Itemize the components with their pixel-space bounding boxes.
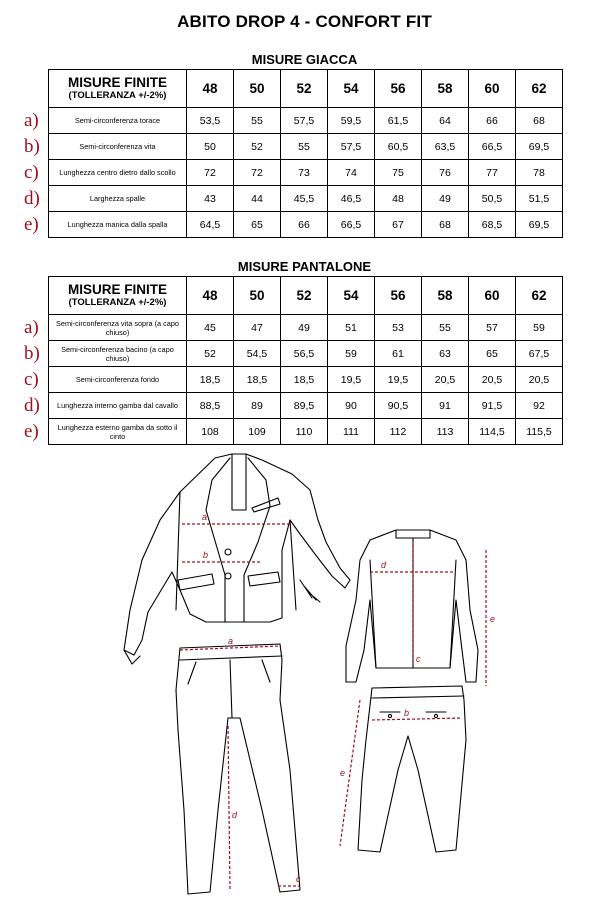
measure-value: 115,5 xyxy=(516,419,563,445)
measure-value: 111 xyxy=(328,419,375,445)
measure-value: 61,5 xyxy=(375,108,422,134)
size-header: 62 xyxy=(516,70,563,108)
measurement-guides xyxy=(180,524,486,890)
measure-value: 48 xyxy=(375,186,422,212)
measure-value: 49 xyxy=(422,186,469,212)
row-letter: a) xyxy=(24,317,39,338)
measure-value: 20,5 xyxy=(516,367,563,393)
trousers-back-drawing xyxy=(358,686,466,852)
measure-value: 65 xyxy=(234,212,281,238)
header-cell xyxy=(49,70,187,108)
label-e: e xyxy=(340,768,346,778)
measure-value: 78 xyxy=(516,160,563,186)
label-e: e xyxy=(490,614,496,624)
size-header: 58 xyxy=(422,70,469,108)
measure-value: 91,5 xyxy=(469,393,516,419)
measure-value: 59 xyxy=(516,315,563,341)
measure-value: 52 xyxy=(234,134,281,160)
size-header: 48 xyxy=(187,70,234,108)
jacket-back-drawing xyxy=(346,530,478,682)
measure-value: 18,5 xyxy=(234,367,281,393)
measure-value: 69,5 xyxy=(516,212,563,238)
header-tolerance: (TOLLERANZA +/-2%) xyxy=(68,297,167,308)
measure-value: 64,5 xyxy=(187,212,234,238)
table-row xyxy=(49,367,563,393)
measure-value: 63 xyxy=(422,341,469,367)
measure-value: 90,5 xyxy=(375,393,422,419)
size-header: 60 xyxy=(469,277,516,315)
label-b: b xyxy=(404,708,410,718)
row-letter: c) xyxy=(24,162,39,183)
measure-value: 88,5 xyxy=(187,393,234,419)
trousers-section-title: MISURE PANTALONE xyxy=(237,259,372,274)
measure-value: 68,5 xyxy=(469,212,516,238)
size-header: 50 xyxy=(234,277,281,315)
table-row xyxy=(49,393,563,419)
size-header: 54 xyxy=(328,70,375,108)
measure-value: 57,5 xyxy=(328,134,375,160)
size-header: 56 xyxy=(375,70,422,108)
measure-value: 55 xyxy=(422,315,469,341)
table-row xyxy=(49,419,563,445)
size-header: 62 xyxy=(516,277,563,315)
measure-value: 67 xyxy=(375,212,422,238)
table-row xyxy=(49,341,563,367)
measure-value: 114,5 xyxy=(469,419,516,445)
measure-value: 49 xyxy=(281,315,328,341)
measure-value: 45 xyxy=(187,315,234,341)
measure-value: 50 xyxy=(187,134,234,160)
measure-label: Lunghezza manica dalla spalla xyxy=(49,212,187,238)
trousers-size-table xyxy=(48,276,563,445)
jacket-front-drawing xyxy=(124,454,350,664)
label-d: d xyxy=(381,560,387,570)
measure-value: 51,5 xyxy=(516,186,563,212)
measure-label: Lunghezza interno gamba dal cavallo xyxy=(49,393,187,419)
measure-value: 77 xyxy=(469,160,516,186)
measure-value: 50,5 xyxy=(469,186,516,212)
measure-value: 68 xyxy=(422,212,469,238)
measure-value: 45,5 xyxy=(281,186,328,212)
measure-value: 19,5 xyxy=(328,367,375,393)
row-letter: b) xyxy=(24,343,40,364)
measure-value: 69,5 xyxy=(516,134,563,160)
label-c: c xyxy=(416,654,421,664)
row-letter: a) xyxy=(24,110,39,131)
measure-label: Lunghezza centro dietro dallo scollo xyxy=(49,160,187,186)
measure-value: 53,5 xyxy=(187,108,234,134)
measure-value: 46,5 xyxy=(328,186,375,212)
table-row xyxy=(49,160,563,186)
measure-value: 91 xyxy=(422,393,469,419)
measure-value: 54,5 xyxy=(234,341,281,367)
measure-value: 20,5 xyxy=(422,367,469,393)
label-b: b xyxy=(203,550,209,560)
label-d: d xyxy=(232,810,238,820)
measure-value: 59,5 xyxy=(328,108,375,134)
measure-value: 76 xyxy=(422,160,469,186)
measure-value: 61 xyxy=(375,341,422,367)
measure-value: 72 xyxy=(234,160,281,186)
trousers-front-drawing xyxy=(176,644,300,894)
measure-value: 66 xyxy=(469,108,516,134)
table-row xyxy=(49,108,563,134)
row-letter: b) xyxy=(24,136,40,157)
measure-label: Lunghezza esterno gamba da sotto il cinto xyxy=(49,419,187,445)
measure-value: 55 xyxy=(234,108,281,134)
jacket-section-title: MISURE GIACCA xyxy=(251,52,358,67)
size-header: 50 xyxy=(234,70,281,108)
header-tolerance: (TOLLERANZA +/-2%) xyxy=(68,90,167,101)
table-row xyxy=(49,186,563,212)
measure-label: Semi-circonferenza torace xyxy=(49,108,187,134)
table-header-row xyxy=(49,70,563,108)
label-c: c xyxy=(296,874,301,884)
measure-value: 65 xyxy=(469,341,516,367)
measure-value: 52 xyxy=(187,341,234,367)
measure-value: 73 xyxy=(281,160,328,186)
measure-value: 108 xyxy=(187,419,234,445)
measure-label: Semi-circonferenza vita xyxy=(49,134,187,160)
measure-value: 59 xyxy=(328,341,375,367)
suit-measurement-illustration xyxy=(0,450,609,905)
size-header: 58 xyxy=(422,277,469,315)
measure-value: 74 xyxy=(328,160,375,186)
measure-letters xyxy=(202,512,495,884)
measure-value: 68 xyxy=(516,108,563,134)
measure-label: Larghezza spalle xyxy=(49,186,187,212)
measure-value: 63,5 xyxy=(422,134,469,160)
measure-value: 44 xyxy=(234,186,281,212)
table-row xyxy=(49,315,563,341)
label-a: a xyxy=(202,512,208,522)
table-row xyxy=(49,134,563,160)
measure-value: 110 xyxy=(281,419,328,445)
measure-value: 75 xyxy=(375,160,422,186)
measure-value: 18,5 xyxy=(281,367,328,393)
jacket-size-table xyxy=(48,69,563,238)
measure-value: 20,5 xyxy=(469,367,516,393)
measure-value: 57,5 xyxy=(281,108,328,134)
measure-value: 92 xyxy=(516,393,563,419)
measure-value: 90 xyxy=(328,393,375,419)
row-letter: d) xyxy=(24,188,40,209)
row-letter: e) xyxy=(24,214,39,235)
measure-label: Semi-circonferenza fondo xyxy=(49,367,187,393)
measure-value: 57 xyxy=(469,315,516,341)
measure-value: 67,5 xyxy=(516,341,563,367)
header-cell xyxy=(49,277,187,315)
size-header: 56 xyxy=(375,277,422,315)
row-letter: c) xyxy=(24,369,39,390)
table-row xyxy=(49,212,563,238)
measure-value: 89,5 xyxy=(281,393,328,419)
measure-value: 51 xyxy=(328,315,375,341)
row-letter: d) xyxy=(24,395,40,416)
measure-value: 43 xyxy=(187,186,234,212)
measure-value: 72 xyxy=(187,160,234,186)
measure-label: Semi-circonferenza bacino (a capo chiuso) xyxy=(49,341,187,367)
label-a: a xyxy=(228,636,234,646)
measure-value: 66,5 xyxy=(328,212,375,238)
measure-value: 66 xyxy=(281,212,328,238)
table-header-row xyxy=(49,277,563,315)
measure-value: 64 xyxy=(422,108,469,134)
measure-value: 56,5 xyxy=(281,341,328,367)
page-title: ABITO DROP 4 - CONFORT FIT xyxy=(177,12,432,31)
size-header: 48 xyxy=(187,277,234,315)
measure-value: 112 xyxy=(375,419,422,445)
header-title: MISURE FINITE xyxy=(67,75,167,90)
size-header: 52 xyxy=(281,70,328,108)
measure-value: 53 xyxy=(375,315,422,341)
row-letter: e) xyxy=(24,421,39,442)
size-header: 54 xyxy=(328,277,375,315)
size-header: 52 xyxy=(281,277,328,315)
measure-value: 113 xyxy=(422,419,469,445)
measure-value: 47 xyxy=(234,315,281,341)
size-header: 60 xyxy=(469,70,516,108)
header-title: MISURE FINITE xyxy=(67,282,167,297)
measure-value: 18,5 xyxy=(187,367,234,393)
measure-value: 19,5 xyxy=(375,367,422,393)
measure-label: Semi-circonferenza vita sopra (a capo chiuso) xyxy=(49,315,187,341)
measure-value: 60,5 xyxy=(375,134,422,160)
measure-value: 109 xyxy=(234,419,281,445)
measure-value: 89 xyxy=(234,393,281,419)
measure-value: 55 xyxy=(281,134,328,160)
measure-value: 66,5 xyxy=(469,134,516,160)
